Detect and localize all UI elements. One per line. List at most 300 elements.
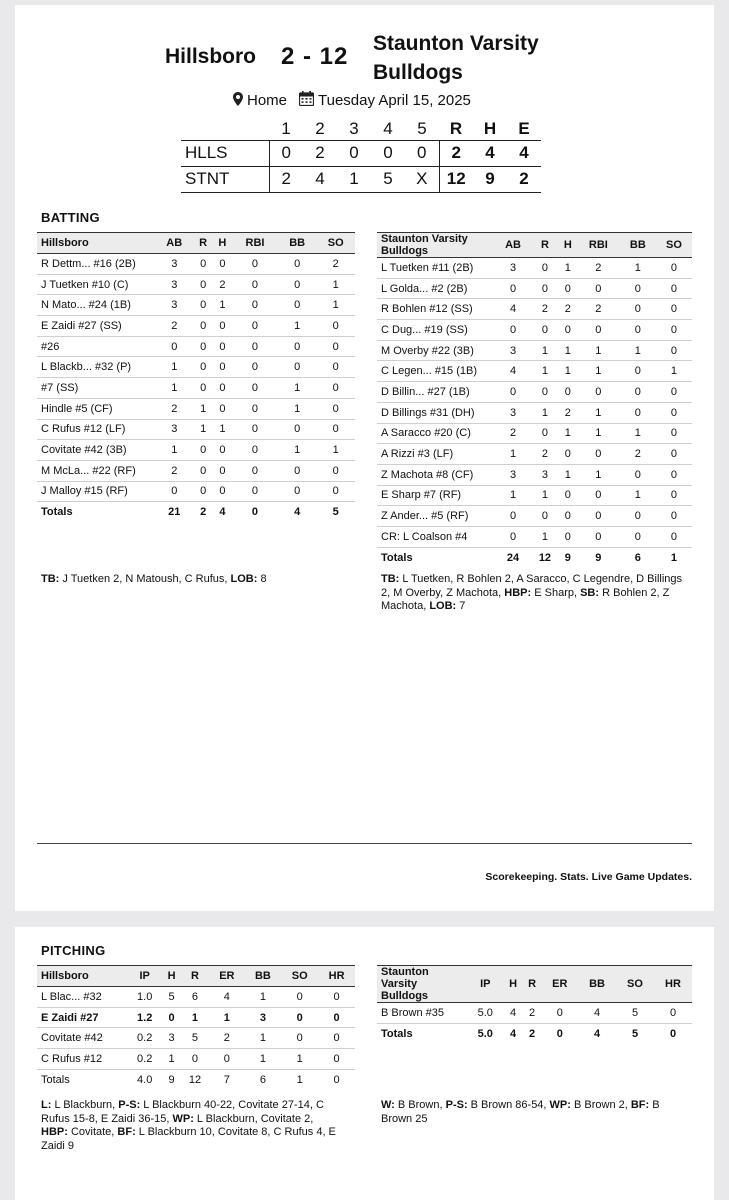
linescore-total-h: 4 [473, 140, 507, 166]
stat-cell: 1 [620, 258, 656, 279]
linescore-row [181, 140, 541, 166]
note-label: HBP: [504, 586, 532, 599]
pitching-section-title: PITCHING [41, 943, 106, 958]
player-name: N Mato... #24 (1B) [37, 295, 155, 316]
note-text: B Brown 2, [570, 1099, 631, 1111]
stat-cell: 1.2 [127, 1007, 162, 1028]
stat-cell: 0 [278, 295, 317, 316]
linescore-total-e: 2 [507, 166, 541, 192]
stat-cell: 0 [316, 357, 355, 378]
column-header: RBI [232, 233, 278, 254]
player-name: E Zaidi #27 [37, 1007, 127, 1028]
column-header: ER [542, 966, 579, 1003]
stat-cell: 3 [531, 464, 559, 485]
stat-cell: 0 [232, 316, 278, 337]
column-header: HR [318, 966, 355, 987]
stat-cell: 0 [194, 440, 213, 461]
column-header: SO [656, 233, 692, 258]
stat-cell: 2 [155, 460, 194, 481]
stat-cell: 0 [531, 506, 559, 527]
stat-cell: 3 [495, 258, 531, 279]
player-name: J Malloy #15 (RF) [37, 481, 155, 502]
table-row [377, 506, 692, 527]
stat-cell: 0.2 [127, 1028, 162, 1049]
stat-cell: 0 [654, 1003, 692, 1024]
stat-cell: 0 [316, 378, 355, 399]
note-label: HBP: [41, 1126, 68, 1138]
table-row [37, 460, 355, 481]
column-header: R [531, 233, 559, 258]
stat-cell: 0 [278, 419, 317, 440]
table-row [37, 440, 355, 461]
stat-cell: 0 [162, 1007, 180, 1028]
table-row [377, 485, 692, 506]
note-label: L: [41, 1099, 52, 1111]
team-column-header: Hillsboro [37, 233, 155, 254]
table-row [377, 382, 692, 403]
stat-cell: 0 [559, 444, 577, 465]
total-cell: 1 [656, 547, 692, 568]
total-cell: 5 [616, 1023, 654, 1044]
note-text: L Blackburn 40-22, Covitate 27-14, C Rufus 15-8, E Zaidi 36-15, [41, 1099, 324, 1125]
stat-cell: 2 [316, 254, 355, 275]
home-batting-notes [41, 573, 341, 587]
total-cell: 0 [542, 1023, 579, 1044]
note-text: L Blackburn 10, Covitate 8, C Rufus 4, E Zaidi 9 [41, 1126, 336, 1152]
table-row [377, 258, 692, 279]
column-header: HR [654, 966, 692, 1003]
stat-cell: 0 [495, 506, 531, 527]
note-label: LOB: [230, 573, 258, 585]
table-row [37, 1049, 355, 1070]
stat-cell: 0 [495, 526, 531, 547]
stat-cell: 0 [194, 336, 213, 357]
calendar-icon [299, 91, 314, 110]
game-location: Home [247, 92, 288, 109]
total-cell: 12 [531, 547, 559, 568]
total-cell: 4 [213, 502, 232, 523]
stat-cell: 1 [245, 1049, 282, 1070]
table-header-row [37, 233, 355, 254]
stat-cell: 1 [278, 398, 317, 419]
stat-cell: 2 [620, 444, 656, 465]
note-text: B Brown 25 [381, 1099, 660, 1125]
player-name: J Tuetken #10 (C) [37, 274, 155, 295]
totals-label: Totals [37, 1069, 127, 1090]
total-cell: 5 [316, 502, 355, 523]
stat-cell: 0 [656, 299, 692, 320]
stat-cell: 1 [577, 402, 620, 423]
boxscore-page-1 [15, 5, 714, 911]
stat-cell: 1 [155, 378, 194, 399]
column-header: H [504, 966, 523, 1003]
team-column-header: Staunton Varsity Bulldogs [377, 233, 495, 258]
stat-cell: 1 [531, 526, 559, 547]
table-row [377, 402, 692, 423]
totals-label: Totals [377, 1023, 467, 1044]
player-name: Covitate #42 (3B) [37, 440, 155, 461]
stat-cell: 1 [531, 340, 559, 361]
table-row [37, 987, 355, 1008]
table-row [37, 295, 355, 316]
stat-cell: 1 [316, 440, 355, 461]
stat-cell: 1 [281, 1049, 318, 1070]
stat-cell: 0 [209, 1049, 244, 1070]
stat-cell: 0 [316, 460, 355, 481]
column-header: H [559, 233, 577, 258]
player-name: C Rufus #12 (LF) [37, 419, 155, 440]
inning-score: 0 [269, 140, 303, 166]
player-name: Z Machota #8 (CF) [377, 464, 495, 485]
stat-cell: 0 [316, 481, 355, 502]
away-batting-table [377, 232, 692, 568]
player-name: D Billin... #27 (1B) [377, 382, 495, 403]
stat-cell: 0 [194, 316, 213, 337]
stat-cell: 0 [577, 485, 620, 506]
total-cell: 4 [504, 1023, 523, 1044]
away-pitching-notes [381, 1099, 691, 1126]
stat-cell: 1 [194, 419, 213, 440]
stat-cell: 0 [316, 336, 355, 357]
total-cell: 24 [495, 547, 531, 568]
stat-cell: 0 [213, 440, 232, 461]
inning-score: 0 [371, 140, 405, 166]
player-name: C Dug... #19 (SS) [377, 320, 495, 341]
inning-score: 0 [337, 140, 371, 166]
note-text: B Brown, [394, 1099, 446, 1111]
stat-cell: 0 [318, 1049, 355, 1070]
total-cell: 5.0 [467, 1023, 504, 1044]
player-name: L Golda... #2 (2B) [377, 278, 495, 299]
stat-cell: 0 [213, 378, 232, 399]
table-row [37, 1007, 355, 1028]
note-text: 8 [257, 573, 267, 585]
stat-cell: 0 [281, 1028, 318, 1049]
linescore-total-e: 4 [507, 140, 541, 166]
stat-cell: 0 [656, 340, 692, 361]
note-label: P-S: [118, 1099, 141, 1111]
total-cell: 2 [523, 1023, 542, 1044]
note-text: B Brown 86-54, [467, 1099, 550, 1111]
stat-cell: 0 [281, 1007, 318, 1028]
stat-cell: 0 [577, 506, 620, 527]
stat-cell: 0 [213, 460, 232, 481]
stat-cell: 0 [577, 526, 620, 547]
stat-cell: 0 [656, 320, 692, 341]
stat-cell: 0 [278, 254, 317, 275]
stat-cell: 0 [531, 423, 559, 444]
stat-cell: 0 [278, 336, 317, 357]
totals-label: Totals [37, 502, 155, 523]
stat-cell: 0 [232, 460, 278, 481]
player-name: D Billings #31 (DH) [377, 402, 495, 423]
column-header: H [162, 966, 180, 987]
stat-cell: 0 [656, 444, 692, 465]
total-cell: 4 [278, 502, 317, 523]
stat-cell: 0 [194, 274, 213, 295]
player-name: Z Ander... #5 (RF) [377, 506, 495, 527]
stat-cell: 1 [194, 398, 213, 419]
total-cell: 9 [162, 1069, 180, 1090]
stat-cell: 2 [209, 1028, 244, 1049]
stat-cell: 0 [656, 402, 692, 423]
totals-row [37, 502, 355, 523]
inning-score: 1 [337, 166, 371, 192]
table-row [377, 423, 692, 444]
total-cell: 21 [155, 502, 194, 523]
table-row [37, 481, 355, 502]
stat-cell: 0 [278, 357, 317, 378]
stat-cell: 2 [155, 398, 194, 419]
stat-cell: 0 [531, 278, 559, 299]
column-header: BB [620, 233, 656, 258]
totals-label: Totals [377, 547, 495, 568]
player-name: M McLa... #22 (RF) [37, 460, 155, 481]
away-batting-notes [381, 573, 691, 614]
stat-cell: 0 [577, 444, 620, 465]
stat-cell: 0 [559, 382, 577, 403]
column-header: SO [616, 966, 654, 1003]
column-header: R [523, 966, 542, 1003]
stat-cell: 2 [523, 1003, 542, 1024]
stat-cell: 0 [232, 254, 278, 275]
stat-cell: 0 [656, 423, 692, 444]
stat-cell: 2 [495, 423, 531, 444]
note-label: WP: [549, 1099, 571, 1111]
stat-cell: 1 [559, 340, 577, 361]
stat-cell: 4 [504, 1003, 523, 1024]
stat-cell: 4 [578, 1003, 616, 1024]
stat-cell: 0 [620, 526, 656, 547]
stat-cell: 1 [495, 485, 531, 506]
stat-cell: 4 [495, 361, 531, 382]
linescore-header [181, 118, 541, 140]
stat-cell: 0 [318, 987, 355, 1008]
total-cell: 7 [209, 1069, 244, 1090]
note-text: Covitate, [67, 1126, 118, 1138]
linescore-row [181, 166, 541, 192]
player-name: R Bohlen #12 (SS) [377, 299, 495, 320]
totals-row [377, 1023, 692, 1044]
runs-header: R [449, 118, 463, 138]
stat-cell: 1 [209, 1007, 244, 1028]
stat-cell: 0 [620, 382, 656, 403]
stat-cell: 1 [278, 440, 317, 461]
batting-section-title: BATTING [41, 210, 100, 225]
stat-cell: 0 [531, 258, 559, 279]
page-divider [37, 843, 692, 844]
column-header: BB [278, 233, 317, 254]
table-row [377, 340, 692, 361]
stat-cell: 1 [577, 464, 620, 485]
player-name: E Zaidi #27 (SS) [37, 316, 155, 337]
stat-cell: 3 [245, 1007, 282, 1028]
stat-cell: 0 [495, 382, 531, 403]
stat-cell: 0.2 [127, 1049, 162, 1070]
table-row [37, 254, 355, 275]
stat-cell: 1 [559, 361, 577, 382]
stat-cell: 4 [495, 299, 531, 320]
column-header: H [213, 233, 232, 254]
home-team-name: Hillsboro [165, 45, 257, 68]
stat-cell: 1 [559, 258, 577, 279]
stat-cell: 0 [278, 274, 317, 295]
note-label: BF: [630, 1099, 650, 1111]
table-header-row [37, 966, 355, 987]
stat-cell: 0 [232, 357, 278, 378]
stat-cell: 1 [245, 987, 282, 1008]
note-text: L Blackburn, Covitate 2, [193, 1112, 314, 1125]
inning-score: X [405, 166, 439, 192]
total-cell: 6 [620, 547, 656, 568]
column-header: R [181, 966, 209, 987]
stat-cell: 0 [278, 481, 317, 502]
column-header: IP [127, 966, 162, 987]
stat-cell: 1 [316, 295, 355, 316]
column-header: IP [467, 966, 504, 1003]
note-label: TB: [41, 573, 60, 585]
note-text: 7 [456, 600, 466, 612]
stat-cell: 0 [559, 278, 577, 299]
player-name: #26 [37, 336, 155, 357]
stat-cell: 1 [559, 464, 577, 485]
stat-cell: 2 [577, 299, 620, 320]
note-text: L Tuetken, R Bohlen 2, A Saracco, C Legendre, D Billings 2, M Overby, Z Machota, [381, 573, 683, 599]
stat-cell: 1 [278, 316, 317, 337]
stat-cell: 0 [232, 419, 278, 440]
table-row [37, 1028, 355, 1049]
totals-row [37, 1069, 355, 1090]
table-row [377, 464, 692, 485]
stat-cell: 1 [155, 357, 194, 378]
away-team-name: Staunton Varsity Bulldogs [373, 32, 539, 84]
inning-score: 5 [371, 166, 405, 192]
stat-cell: 1 [155, 440, 194, 461]
stat-cell: 0 [232, 274, 278, 295]
stat-cell: 0 [194, 481, 213, 502]
stat-cell: 0 [318, 1007, 355, 1028]
stat-cell: 0 [656, 464, 692, 485]
stat-cell: 0 [495, 320, 531, 341]
table-row [377, 320, 692, 341]
table-row [37, 419, 355, 440]
linescore-team: HLLS [181, 140, 269, 166]
column-header: R [194, 233, 213, 254]
stat-cell: 3 [155, 254, 194, 275]
stat-cell: 1 [213, 295, 232, 316]
table-row [377, 278, 692, 299]
stat-cell: 1 [620, 340, 656, 361]
note-text: R Bohlen 2, Z Machota, [381, 586, 670, 612]
player-name: M Overby #22 (3B) [377, 340, 495, 361]
note-label: LOB: [429, 600, 457, 612]
player-name: #7 (SS) [37, 378, 155, 399]
stat-cell: 1 [495, 444, 531, 465]
stat-cell: 0 [656, 382, 692, 403]
inning-header: 2 [315, 118, 325, 138]
inning-score: 2 [303, 140, 337, 166]
total-cell: 9 [577, 547, 620, 568]
team-column-header: Hillsboro [37, 966, 127, 987]
stat-cell: 5 [616, 1003, 654, 1024]
stat-cell: 0 [577, 320, 620, 341]
stat-cell: 0 [656, 258, 692, 279]
stat-cell: 0 [620, 299, 656, 320]
stat-cell: 4 [209, 987, 244, 1008]
note-label: TB: [381, 573, 400, 585]
table-header-row [377, 966, 692, 1003]
stat-cell: 3 [495, 464, 531, 485]
errors-header: E [518, 118, 530, 138]
stat-cell: 3 [495, 340, 531, 361]
column-header: ER [209, 966, 244, 987]
table-row [37, 357, 355, 378]
stat-cell: 0 [559, 506, 577, 527]
stat-cell: 0 [316, 316, 355, 337]
home-pitching-table [37, 965, 355, 1090]
stat-cell: 0 [232, 440, 278, 461]
column-header: BB [245, 966, 282, 987]
column-header: AB [155, 233, 194, 254]
inning-score: 0 [405, 140, 439, 166]
stat-cell: 1 [162, 1049, 180, 1070]
stat-cell: 0 [213, 254, 232, 275]
game-meta [233, 91, 471, 110]
inning-score: 4 [303, 166, 337, 192]
stat-cell: 3 [495, 402, 531, 423]
game-date: Tuesday April 15, 2025 [318, 92, 471, 109]
stat-cell: 2 [559, 299, 577, 320]
table-row [377, 526, 692, 547]
stat-cell: 1 [278, 378, 317, 399]
stat-cell: 0 [232, 481, 278, 502]
team-column-header: Staunton Varsity Bulldogs [377, 966, 467, 1003]
table-row [37, 378, 355, 399]
stat-cell: 0 [194, 357, 213, 378]
player-name: B Brown #35 [377, 1003, 467, 1024]
note-label: SB: [580, 586, 600, 599]
stat-cell: 2 [531, 299, 559, 320]
stat-cell: 0 [213, 398, 232, 419]
column-header: SO [316, 233, 355, 254]
stat-cell: 0 [155, 481, 194, 502]
stat-cell: 0 [577, 382, 620, 403]
column-header: BB [578, 966, 616, 1003]
stat-cell: 0 [213, 357, 232, 378]
stat-cell: 0 [213, 316, 232, 337]
stat-cell: 0 [318, 1028, 355, 1049]
table-row [377, 299, 692, 320]
total-cell: 0 [232, 502, 278, 523]
linescore-total-r: 2 [439, 140, 473, 166]
stat-cell: 0 [559, 485, 577, 506]
stat-cell: 2 [531, 444, 559, 465]
total-cell: 2 [194, 502, 213, 523]
player-name: CR: L Coalson #4 [377, 526, 495, 547]
stat-cell: 0 [656, 506, 692, 527]
stat-cell: 2 [213, 274, 232, 295]
linescore-team: STNT [181, 166, 269, 192]
stat-cell: 0 [213, 481, 232, 502]
stat-cell: 0 [316, 419, 355, 440]
stat-cell: 1 [213, 419, 232, 440]
totals-row [377, 547, 692, 568]
table-row [37, 316, 355, 337]
stat-cell: 0 [531, 320, 559, 341]
table-row [377, 1003, 692, 1024]
total-cell: 0 [654, 1023, 692, 1044]
stat-cell: 1 [181, 1007, 209, 1028]
